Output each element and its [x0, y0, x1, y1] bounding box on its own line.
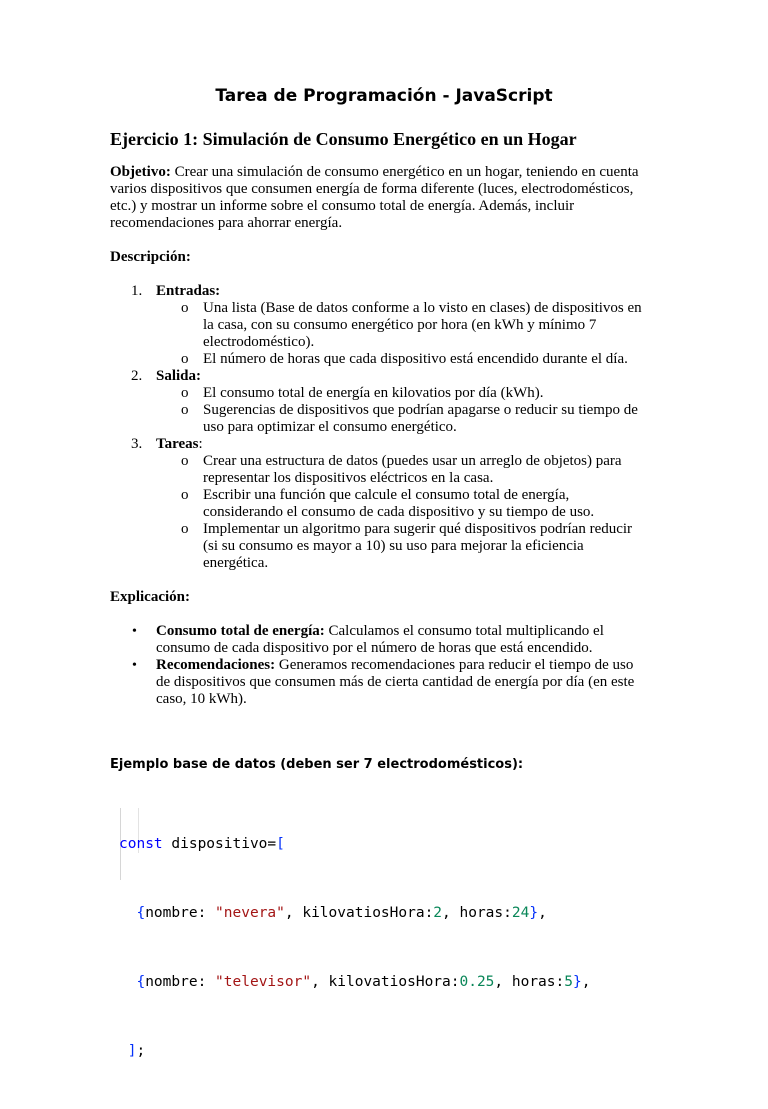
section-label-entradas: Entradas: — [156, 283, 221, 299]
description-label: Descripción: — [110, 249, 191, 265]
objective-line-2: varios dispositivos que consumen energía de forma diferente (luces, electrodomésticos, — [110, 181, 634, 197]
bullet-marker: o — [181, 402, 189, 418]
list-item-entradas-2: El número de horas que cada dispositivo está encendido durante el día. — [203, 351, 628, 367]
code-line-4: ]; — [127, 1043, 146, 1059]
bullet-marker: o — [181, 521, 189, 537]
objective-line-3: etc.) y mostrar un informe sobre el consumo total de energía. Además, incluir — [110, 198, 575, 214]
code-snippet — [119, 787, 590, 1109]
bullet-marker: o — [181, 487, 189, 503]
code-line-2: {nombre: "nevera", kilovatiosHora:2, horas:24}, — [136, 905, 547, 921]
db-example-title: Ejemplo base de datos (deben ser 7 electrodomésticos): — [110, 757, 524, 772]
list-item-salida-2: Sugerencias de dispositivos que podrían apagarse o reducir su tiempo de uso para optimizar el consumo energético. — [203, 402, 638, 435]
section-number-2: 2. — [131, 368, 143, 384]
list-item-entradas-1: Una lista (Base de datos conforme a lo visto en clases) de dispositivos en la casa, con su consumo energético por hora (en kWh y mínimo 7 electrodoméstico). — [203, 300, 642, 350]
explanation-item-consumo: Consumo total de energía: Calculamos el consumo total multiplicando el consumo de cada dispositivo por el número de horas que está encendido. — [156, 623, 604, 656]
exercise-heading: Ejercicio 1: Simulación de Consumo Energético en un Hogar — [110, 129, 577, 149]
objective-paragraph — [110, 164, 666, 232]
bullet-dot: • — [132, 658, 137, 673]
explanation-item-recomendaciones: Recomendaciones: Generamos recomendaciones para reducir el tiempo de uso de dispositivos que consumen más de cierta cantidad de energía por día (en este caso, 10 kWh). — [156, 657, 635, 707]
section-label-salida: Salida: — [156, 368, 202, 384]
objective-line-1: Objetivo: Crear una simulación de consumo energético en un hogar, teniendo en cuenta — [110, 164, 639, 180]
document-title: Tarea de Programación - JavaScript — [215, 86, 553, 106]
list-item-tareas-1: Crear una estructura de datos (puedes usar un arreglo de objetos) para representar los dispositivos eléctricos en la casa. — [203, 453, 622, 486]
list-item-tareas-2: Escribir una función que calcule el consumo total de energía, considerando el consumo de cada dispositivo y su tiempo de uso. — [203, 487, 595, 520]
bullet-marker: o — [181, 385, 189, 401]
bullet-dot: • — [132, 624, 137, 639]
explanation-label: Explicación: — [110, 589, 191, 605]
list-item-salida-1: El consumo total de energía en kilovatios por día (kWh). — [203, 385, 544, 401]
bullet-marker: o — [181, 453, 189, 469]
code-line-1: const dispositivo=[ — [119, 836, 285, 852]
bullet-marker: o — [181, 351, 189, 367]
section-label-tareas: Tareas: — [156, 436, 203, 452]
objective-label: Objetivo: — [110, 164, 171, 180]
section-number-1: 1. — [131, 283, 143, 299]
bullet-marker: o — [181, 300, 189, 316]
list-item-tareas-3: Implementar un algoritmo para sugerir qué dispositivos podrían reducir (si su consumo es mayor a 10) su uso para mejorar la eficiencia energética. — [203, 521, 633, 571]
objective-line-4: recomendaciones para ahorrar energía. — [110, 215, 343, 231]
code-line-3: {nombre: "televisor", kilovatiosHora:0.25, horas:5}, — [136, 974, 591, 990]
section-number-3: 3. — [131, 436, 143, 452]
